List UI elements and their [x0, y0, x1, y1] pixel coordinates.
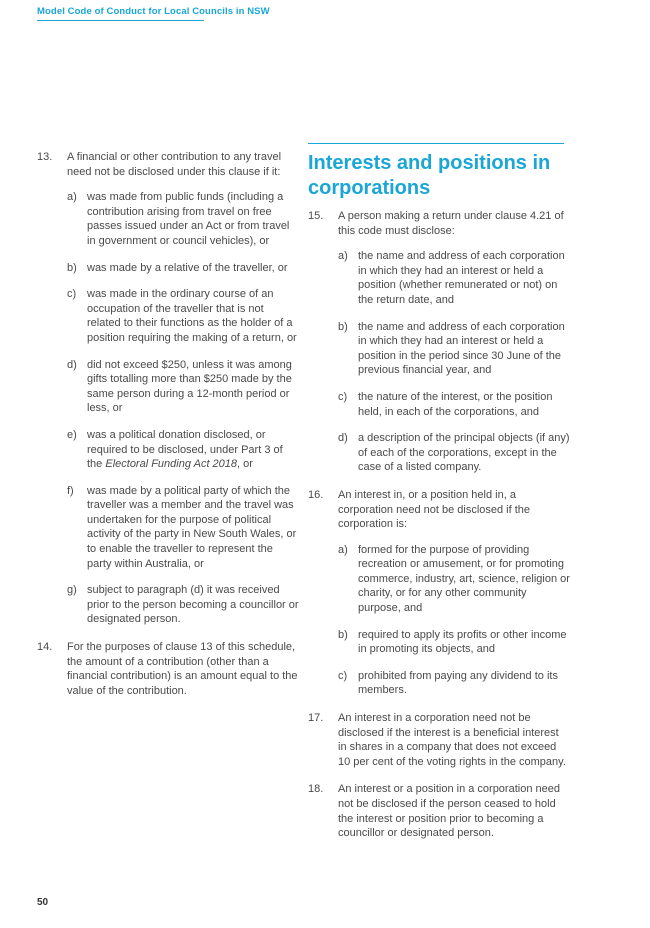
clause-item — [308, 711, 570, 769]
subclause-list — [67, 190, 299, 627]
subclause-text-part: subject to paragraph (d) it was received prior to the person becoming a councillor or designated person. — [87, 584, 299, 626]
subclause-item — [338, 431, 570, 475]
subclause-item — [67, 190, 299, 248]
subclause-item — [67, 358, 299, 416]
subclause-text-part: prohibited from paying any dividend to its members. — [358, 669, 558, 697]
subclause-text — [87, 428, 299, 472]
clause-item — [37, 640, 299, 698]
clause-item — [308, 209, 570, 475]
subclause-list — [338, 249, 570, 475]
subclause-text — [358, 390, 570, 419]
subclause-text-part: , or — [237, 458, 253, 471]
subclause-letter: b) — [338, 320, 348, 333]
subclause-item — [338, 669, 570, 698]
clause-item — [308, 488, 570, 698]
subclause-text — [87, 484, 299, 572]
subclause-letter: g) — [67, 584, 77, 597]
subclause-letter: f) — [67, 484, 74, 497]
subclause-text-part: the name and address of each corporation in which they had an interest or held a position in the period since 30 June of the previous financial year, and — [358, 320, 565, 377]
subclause-text — [87, 287, 299, 345]
subclause-text-part: formed for the purpose of providing recreation or amusement, or for promoting commerce, industry, art, science, religion or charity, or for any other community purpose, and — [358, 543, 570, 615]
header-rule — [37, 20, 204, 21]
section-heading: Interests and positions in corporations — [308, 152, 551, 199]
right-column — [308, 150, 570, 854]
subclause-letter: a) — [67, 191, 77, 204]
subclause-text-part: was made by a relative of the traveller, or — [87, 261, 288, 274]
subclause-item — [67, 428, 299, 472]
subclause-letter: b) — [67, 261, 77, 274]
page-number: 50 — [37, 897, 49, 908]
clause-text: A person making a return under clause 4.21 of this code must disclose: — [338, 210, 564, 237]
subclause-text — [358, 543, 570, 616]
subclause-text — [358, 628, 570, 657]
subclause-text-part: the nature of the interest, or the position held, in each of the corporations, and — [358, 390, 553, 418]
subclause-item — [338, 390, 570, 419]
subclause-item — [67, 484, 299, 572]
subclause-item — [338, 543, 570, 616]
subclause-letter: b) — [338, 628, 348, 641]
subclause-letter: a) — [338, 543, 348, 556]
subclause-item — [338, 320, 570, 378]
act-title: Electoral Funding Act 2018 — [105, 458, 238, 471]
subclause-letter: e) — [67, 428, 77, 441]
subclause-text — [358, 669, 570, 698]
subclause-letter: c) — [338, 669, 348, 682]
subclause-text — [87, 261, 299, 276]
clause-text: A financial or other contribution to any travel need not be disclosed under this clause if it: — [67, 151, 282, 178]
subclause-text-part: a description of the principal objects (if any) of each of the corporations, except in the case of a listed company. — [358, 432, 570, 474]
subclause-text — [87, 190, 299, 248]
right-clause-list — [308, 209, 570, 841]
subclause-text-part: required to apply its profits or other income in promoting its objects, and — [358, 628, 567, 656]
clause-item — [308, 782, 570, 840]
subclause-item — [67, 583, 299, 627]
left-column — [37, 150, 299, 711]
clause-number: 17. — [308, 712, 324, 725]
subclause-text-part: was made in the ordinary course of an occupation of the traveller that is not related to their functions as the holder of a position requiring the making of a return, or — [87, 288, 297, 344]
subclause-letter: d) — [67, 358, 77, 371]
clause-number: 14. — [37, 641, 53, 654]
subclause-list — [338, 543, 570, 698]
clause-text: An interest or a position in a corporation need not be disclosed if the person ceased to hold the interest or position prior to becoming a councillor or designated person. — [338, 783, 560, 840]
clause-text: For the purposes of clause 13 of this schedule, the amount of a contribution (other than a financial contribution) is an amount equal to the value of the contribution. — [67, 641, 298, 697]
subclause-letter: a) — [338, 250, 348, 263]
subclause-text-part: the name and address of each corporation in which they had an interest or held a position (whether remunerated or not) on the return date, and — [358, 250, 565, 306]
subclause-text — [87, 358, 299, 416]
subclause-item — [338, 628, 570, 657]
subclause-letter: d) — [338, 432, 348, 445]
subclause-text-part: was made by a political party of which the traveller was a member and the travel was undertaken for the purpose of political activity of the party in New South Wales, or to enable the traveller to represent the party within Australia, or — [87, 484, 297, 570]
subclause-text — [358, 320, 570, 378]
clause-number: 13. — [37, 151, 53, 163]
clause-text: An interest in, or a position held in, a corporation need not be disclosed if the corporation is: — [338, 488, 531, 531]
running-header: Model Code of Conduct for Local Councils in NSW — [37, 6, 270, 17]
subclause-letter: c) — [338, 390, 348, 403]
clause-number: 18. — [308, 783, 324, 796]
subclause-item — [338, 249, 570, 307]
clause-number: 16. — [308, 488, 324, 501]
subclause-text-part: was made from public funds (including a contribution arising from travel on free passes issued under an Act or from travel in government or council vehicles), or — [87, 191, 290, 247]
section-rule — [308, 143, 564, 144]
subclause-text — [358, 249, 570, 307]
clause-text: An interest in a corporation need not be disclosed if the interest is a beneficial interest in shares in a company that does not exceed 10 per cent of the voting rights in the company. — [338, 712, 566, 768]
left-clause-list — [37, 150, 299, 698]
subclause-text-part: did not exceed $250, unless it was among gifts totalling more than $250 made by the same person during a 12-month period or less, or — [87, 358, 292, 415]
subclause-letter: c) — [67, 288, 77, 301]
subclause-item — [67, 261, 299, 276]
subclause-item — [67, 287, 299, 345]
clause-item — [37, 150, 299, 627]
subclause-text — [87, 583, 299, 627]
clause-number: 15. — [308, 210, 324, 222]
subclause-text-part: was a political donation disclosed, or required to be disclosed, under Part 3 of the — [87, 428, 283, 471]
subclause-text — [358, 431, 570, 475]
